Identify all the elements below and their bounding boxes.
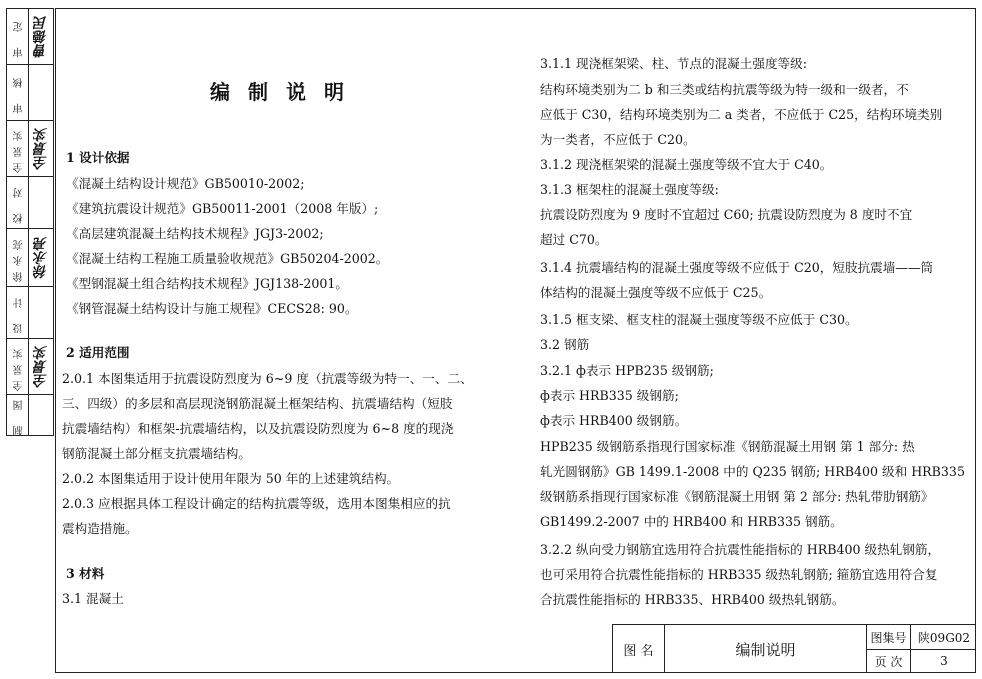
strip-row	[7, 287, 53, 339]
body-line: 为一类者，不应低于 C20。	[540, 132, 696, 147]
body-line: 3.1.3 框架柱的混凝土强度等级:	[540, 182, 719, 197]
body-line: 3.2.2 纵向受力钢筋宜选用符合抗震性能指标的 HRB400 级热轧钢筋，	[540, 542, 941, 557]
strip-label: 校 对	[13, 181, 25, 224]
body-line: GB1499.2-2007 中的 HRB400 和 HRB335 钢筋。	[540, 514, 843, 529]
strip-signature: 全景实	[32, 127, 49, 170]
body-line: ф表示 HRB335 级钢筋;	[540, 388, 679, 403]
body-line: 3.2.1 ф表示 HPB235 级钢筋;	[540, 363, 714, 378]
body-line: 3.1.2 现浇框架梁的混凝土强度等级不宜大于 C40。	[540, 157, 833, 172]
signature-strip	[6, 8, 54, 436]
body-line: 震构造措施。	[62, 521, 138, 536]
reference-item: 《混凝土结构设计规范》GB50010-2002;	[66, 176, 305, 191]
strip-label: 审 核	[13, 71, 25, 114]
atlas-number: 陕09G02	[917, 630, 971, 645]
strip-row	[7, 395, 53, 435]
document-title: 编制说明	[210, 80, 362, 104]
body-line: 2.0.3 应根据具体工程设计确定的结构抗震等级，选用本图集相应的抗	[62, 496, 451, 511]
body-line: ф表示 HRB400 级钢筋。	[540, 413, 688, 428]
body-line: 2.0.2 本图集适用于设计使用年限为 50 年的上述建筑结构。	[62, 471, 400, 486]
body-line: 应低于 C30，结构环境类别为二 a 类者，不应低于 C25，结构环境类别	[540, 107, 943, 122]
body-line: 三、四级）的多层和高层现浇钢筋混凝土框架结构、抗震墙结构（短肢	[62, 396, 453, 411]
body-line: 3.1.5 框支梁、框支柱的混凝土强度等级不应低于 C30。	[540, 312, 858, 327]
page-number: 3	[940, 654, 948, 668]
strip-label: 设 计	[13, 291, 25, 334]
strip-row	[7, 65, 53, 121]
body-line: HPB235 级钢筋系指现行国家标准《钢筋混凝土用钢 第 1 部分: 热	[540, 439, 915, 454]
body-line: 2.0.1 本图集适用于抗震设防烈度为 6~9 度（抗震等级为特一、一、二、	[62, 371, 473, 386]
strip-label: 制 图	[13, 394, 25, 436]
reference-item: 《型钢混凝土组合结构技术规程》JGJ138-2001。	[66, 276, 349, 291]
body-line: 3.1.4 抗震墙结构的混凝土强度等级不应低于 C20，短肢抗震墙——筒	[540, 260, 934, 275]
body-line: 钢筋混凝土部分框支抗震墙结构。	[62, 446, 251, 461]
drawing-name-label: 图 名	[613, 625, 665, 673]
body-line: 3.1 混凝土	[62, 591, 124, 606]
body-line: 轧光圆钢筋》GB 1499.1-2008 中的 Q235 钢筋; HRB400 级和 HRB335	[540, 464, 965, 479]
strip-label: 审 定	[13, 15, 25, 58]
strip-label: 全景实	[13, 124, 25, 173]
drawing-name: 编制说明	[665, 625, 867, 673]
strip-label: 徐永亮	[13, 233, 25, 282]
title-block	[612, 624, 976, 673]
strip-row	[7, 121, 53, 177]
strip-row	[7, 177, 53, 229]
section-heading: 2 适用范围	[66, 345, 130, 360]
body-line: 结构环境类别为二 b 和三类或结构抗震等级为特一级和一级者，不	[540, 82, 909, 97]
reference-item: 《建筑抗震设计规范》GB50011-2001（2008 年版）;	[66, 201, 379, 216]
atlas-number-label: 图集号	[867, 625, 911, 649]
body-line: 级钢筋系指现行国家标准《钢筋混凝土用钢 第 2 部分: 热轧带肋钢筋》	[540, 489, 934, 504]
strip-signature: 徐永亮	[32, 236, 49, 279]
title-block-divider	[867, 649, 976, 650]
body-line: 体结构的混凝土强度等级不应低于 C25。	[540, 285, 772, 300]
body-line: 抗震墙结构）和框架-抗震墙结构，以及抗震设防烈度为 6~8 度的现浇	[62, 421, 454, 436]
strip-signature: 全景实	[32, 345, 49, 388]
body-line: 3.2 钢筋	[540, 337, 590, 352]
body-line: 合抗震性能指标的 HRB335、HRB400 级热轧钢筋。	[540, 592, 845, 607]
body-line: 3.1.1 现浇框架梁、柱、节点的混凝土强度等级:	[540, 56, 807, 71]
strip-signature: 曹德民	[32, 15, 49, 58]
reference-item: 《混凝土结构工程施工质量验收规范》GB50204-2002。	[66, 251, 389, 266]
strip-row	[7, 229, 53, 287]
strip-row	[7, 9, 53, 65]
strip-row	[7, 339, 53, 395]
section-heading: 3 材料	[66, 566, 105, 581]
strip-label: 全景实	[13, 342, 25, 391]
body-line: 也可采用符合抗震性能指标的 HRB335 级热轧钢筋; 箍筋宜选用符合复	[540, 567, 938, 582]
body-line: 抗震设防烈度为 9 度时不宜超过 C60; 抗震设防烈度为 8 度时不宜	[540, 207, 913, 222]
section-heading: 1 设计依据	[66, 150, 130, 165]
reference-item: 《高层建筑混凝土结构技术规程》JGJ3-2002;	[66, 226, 324, 241]
reference-item: 《钢管混凝土结构设计与施工规程》CECS28: 90。	[66, 301, 358, 316]
page-number-label: 页 次	[867, 649, 911, 673]
body-line: 超过 C70。	[540, 232, 608, 247]
